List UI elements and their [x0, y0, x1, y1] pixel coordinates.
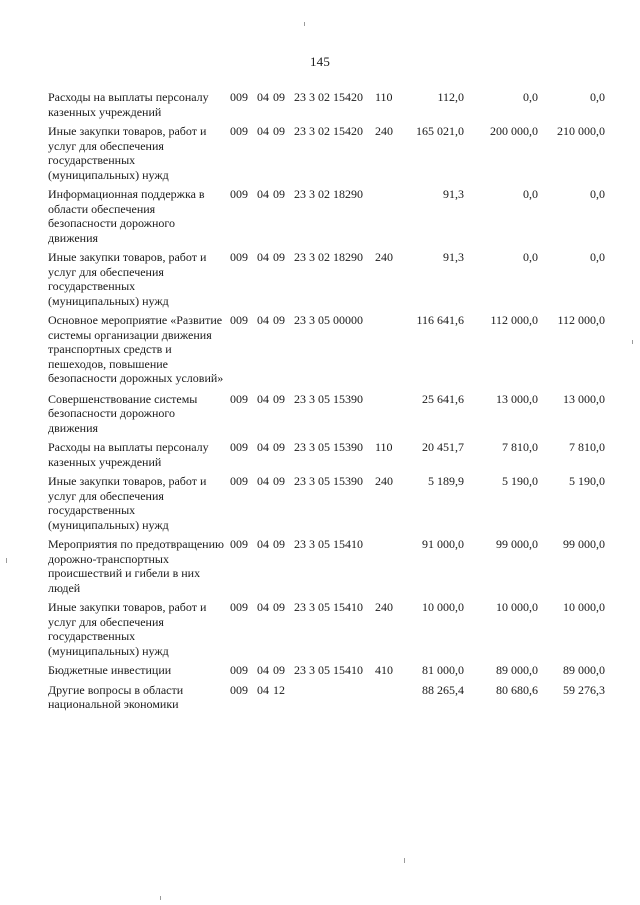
table-row: [48, 440, 610, 469]
row-rz: 04: [257, 391, 269, 406]
row-name: Основное мероприятие «Развитие системы организации движения транспортных средств и пешеходов, повышение безопасности дорожных условий»: [48, 313, 224, 385]
table-row: [48, 392, 610, 436]
scan-speck: [160, 896, 161, 900]
row-rz: 04: [257, 313, 269, 327]
row-value-3: 13 000,0: [563, 391, 605, 406]
row-rz: 04: [257, 187, 269, 201]
row-rz: 04: [257, 474, 269, 488]
table-row: [48, 474, 610, 532]
row-csr: 23 3 02 15420: [294, 124, 363, 138]
row-value-2: 0,0: [523, 250, 538, 264]
row-value-1: 91 000,0: [422, 537, 464, 551]
scan-speck: [404, 858, 405, 863]
row-value-3: 7 810,0: [569, 440, 605, 454]
row-ved: 009: [230, 250, 248, 264]
row-value-1: 112,0: [437, 90, 464, 104]
row-ved: 009: [230, 391, 248, 406]
row-value-2: 200 000,0: [490, 124, 538, 138]
row-ved: 009: [230, 440, 248, 454]
row-name: Иные закупки товаров, работ и услуг для обеспечения государственных (муниципальных) нужд: [48, 124, 207, 182]
row-value-3: 0,0: [590, 250, 605, 264]
row-name: Информационная поддержка в области обеспечения безопасности дорожного движения: [48, 187, 205, 245]
row-pr: 09: [273, 663, 285, 677]
row-pr: 09: [273, 250, 285, 264]
row-ved: 009: [230, 90, 248, 104]
row-csr: 23 3 05 15410: [294, 600, 363, 614]
row-rz: 04: [257, 600, 269, 614]
row-pr: 12: [273, 682, 285, 697]
table-row: [48, 683, 610, 712]
row-vr: 240: [375, 600, 393, 614]
row-value-2: 10 000,0: [496, 600, 538, 614]
row-value-3: 0,0: [590, 187, 605, 201]
row-value-3: 112 000,0: [557, 313, 605, 327]
row-ved: 009: [230, 124, 248, 138]
row-csr: 23 3 02 18290: [294, 187, 363, 201]
row-value-1: 91,3: [443, 250, 464, 264]
row-value-2: 89 000,0: [496, 663, 538, 677]
row-value-1: 81 000,0: [422, 663, 464, 677]
row-rz: 04: [257, 124, 269, 138]
row-csr: 23 3 05 15410: [294, 537, 363, 551]
row-vr: 410: [375, 663, 393, 677]
row-value-1: 165 021,0: [416, 124, 464, 138]
scan-speck: [632, 340, 633, 344]
row-vr: 110: [375, 440, 393, 454]
row-value-1: 5 189,9: [428, 474, 464, 488]
row-rz: 04: [257, 90, 269, 104]
row-name: Иные закупки товаров, работ и услуг для обеспечения государственных (муниципальных) нужд: [48, 250, 207, 308]
row-value-2: 7 810,0: [502, 440, 538, 454]
table-row: [48, 313, 610, 386]
table-row: [48, 187, 610, 245]
row-value-1: 20 451,7: [422, 440, 464, 454]
table-row: [48, 600, 610, 658]
row-csr: 23 3 05 15390: [294, 440, 363, 454]
row-csr: 23 3 05 15390: [294, 474, 363, 488]
row-csr: 23 3 05 15410: [294, 663, 363, 677]
row-csr: 23 3 02 15420: [294, 90, 363, 104]
row-pr: 09: [273, 313, 285, 327]
row-name: Бюджетные инвестиции: [48, 663, 172, 677]
row-rz: 04: [257, 440, 269, 454]
row-ved: 009: [230, 187, 248, 201]
row-value-2: 99 000,0: [496, 537, 538, 551]
row-value-3: 99 000,0: [563, 537, 605, 551]
row-ved: 009: [230, 682, 248, 697]
row-name: Иные закупки товаров, работ и услуг для обеспечения государственных (муниципальных) нужд: [48, 600, 207, 658]
scan-speck: [6, 558, 7, 563]
row-value-3: 210 000,0: [557, 124, 605, 138]
row-ved: 009: [230, 663, 248, 677]
row-pr: 09: [273, 391, 285, 406]
row-value-3: 5 190,0: [569, 474, 605, 488]
row-rz: 04: [257, 537, 269, 551]
row-value-1: 25 641,6: [422, 391, 464, 406]
row-pr: 09: [273, 124, 285, 138]
table-row: [48, 663, 610, 678]
row-pr: 09: [273, 600, 285, 614]
row-value-2: 0,0: [523, 90, 538, 104]
row-value-2: 112 000,0: [490, 313, 538, 327]
row-value-1: 10 000,0: [422, 600, 464, 614]
row-rz: 04: [257, 250, 269, 264]
row-vr: 240: [375, 124, 393, 138]
row-csr: 23 3 02 18290: [294, 250, 363, 264]
row-value-3: 89 000,0: [563, 663, 605, 677]
table-row: [48, 250, 610, 308]
row-value-1: 116 641,6: [416, 313, 464, 327]
row-name: Расходы на выплаты персоналу казенных учреждений: [48, 440, 209, 469]
scan-speck: [304, 22, 305, 26]
table-row: [48, 537, 610, 595]
row-pr: 09: [273, 440, 285, 454]
row-pr: 09: [273, 90, 285, 104]
row-csr: 23 3 05 15390: [294, 391, 363, 406]
row-value-1: 88 265,4: [422, 682, 464, 697]
row-name: Совершенствование системы безопасности дорожного движения: [48, 391, 198, 435]
row-ved: 009: [230, 600, 248, 614]
row-value-3: 0,0: [590, 90, 605, 104]
row-value-1: 91,3: [443, 187, 464, 201]
table-row: [48, 90, 610, 119]
row-name: Иные закупки товаров, работ и услуг для обеспечения государственных (муниципальных) нужд: [48, 474, 207, 532]
row-vr: 240: [375, 474, 393, 488]
row-pr: 09: [273, 474, 285, 488]
row-value-2: 13 000,0: [496, 391, 538, 406]
budget-table: [48, 90, 610, 712]
row-ved: 009: [230, 313, 248, 327]
table-row: [48, 124, 610, 182]
row-csr: 23 3 05 00000: [294, 313, 363, 327]
row-value-3: 59 276,3: [563, 682, 605, 697]
row-vr: 240: [375, 250, 393, 264]
row-rz: 04: [257, 663, 269, 677]
row-ved: 009: [230, 537, 248, 551]
row-value-2: 0,0: [523, 187, 538, 201]
row-ved: 009: [230, 474, 248, 488]
row-value-2: 80 680,6: [496, 682, 538, 697]
row-value-3: 10 000,0: [563, 600, 605, 614]
row-value-2: 5 190,0: [502, 474, 538, 488]
row-pr: 09: [273, 537, 285, 551]
page-number: 145: [309, 54, 331, 69]
row-pr: 09: [273, 187, 285, 201]
row-vr: 110: [375, 90, 393, 104]
row-rz: 04: [257, 682, 269, 697]
row-name: Мероприятия по предотвращению дорожно-транспортных происшествий и гибели в них людей: [48, 537, 224, 595]
row-name: Другие вопросы в области национальной экономики: [48, 682, 184, 711]
row-name: Расходы на выплаты персоналу казенных учреждений: [48, 90, 209, 119]
